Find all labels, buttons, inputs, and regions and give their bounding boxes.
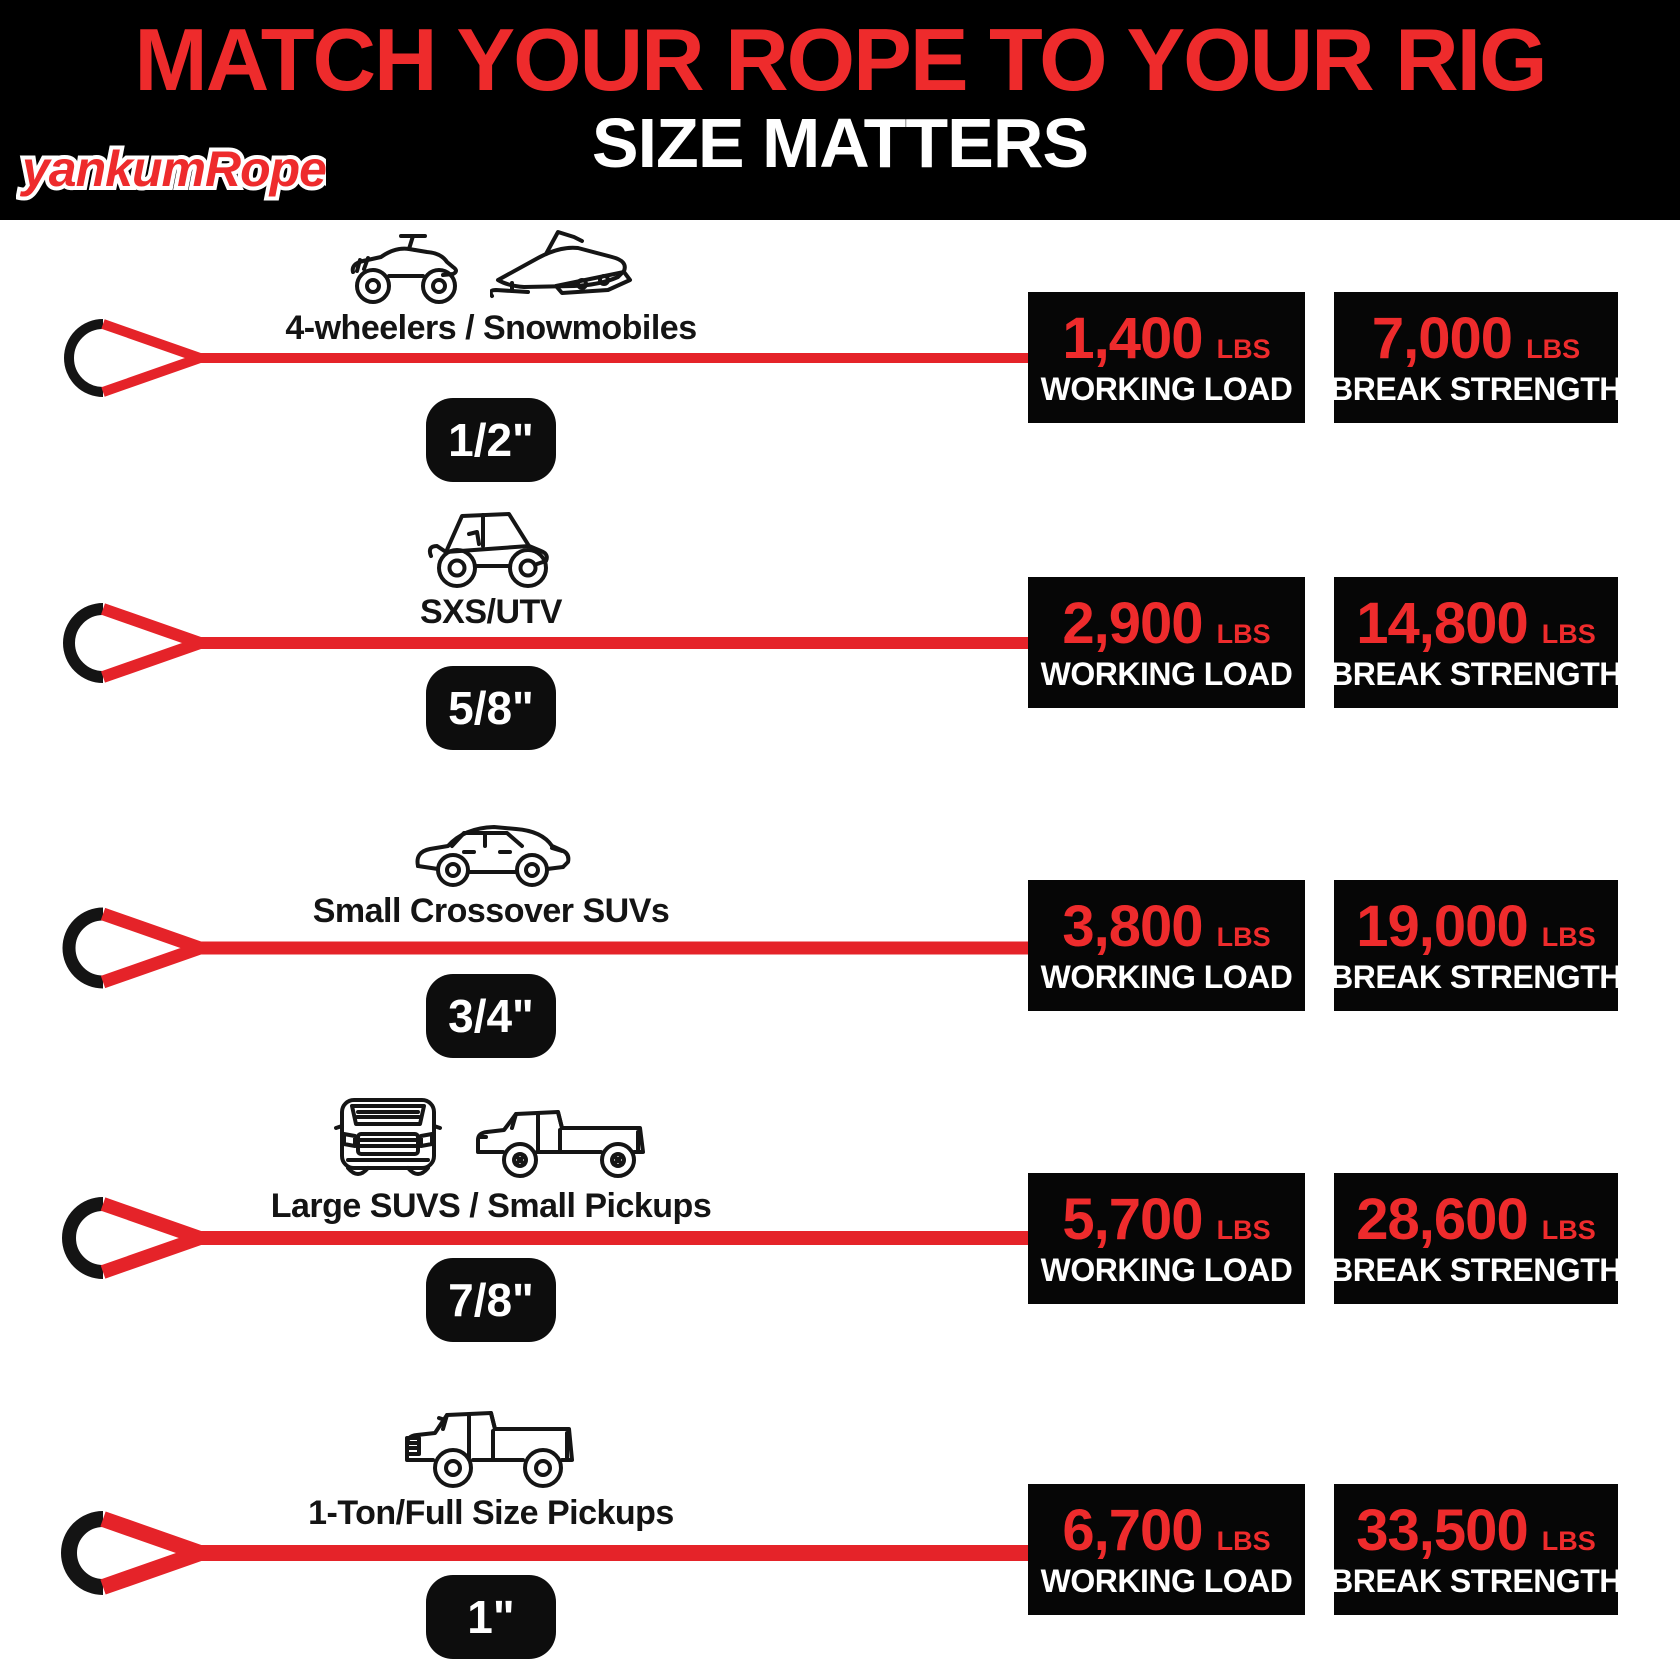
working-load-value: 1,400 (1062, 306, 1203, 371)
rope-size-text: 7/8" (448, 1274, 534, 1326)
rope-loop-black-tip (69, 914, 103, 982)
vehicle-icons (141, 806, 841, 892)
rope-loop-black-tip (69, 1519, 103, 1587)
break-strength-box (1330, 292, 1622, 423)
rope-illustration (48, 308, 1028, 408)
snowmobile-icon (490, 220, 640, 308)
rope-loop-strands (103, 609, 200, 677)
vehicle-icons (141, 496, 841, 591)
rope-loop-strands (103, 324, 200, 392)
lbs-unit: LBS (1541, 1215, 1596, 1245)
working-load-box (1028, 880, 1305, 1011)
vehicle-label: SXS/UTV (420, 593, 562, 631)
break-strength-value: 19,000 (1356, 894, 1528, 959)
rope-loop-strands (103, 1519, 200, 1587)
break-strength-caption: BREAK STRENGTH (1330, 1252, 1622, 1288)
break-strength-box (1330, 577, 1622, 708)
break-strength-box (1330, 1173, 1622, 1304)
break-strength-value: 33,500 (1356, 1498, 1528, 1563)
working-load-value: 6,700 (1062, 1498, 1203, 1563)
large-suv-icon (328, 1090, 448, 1182)
small-pickup-icon (470, 1096, 655, 1182)
brand-logo (16, 126, 326, 213)
working-load-caption: WORKING LOAD (1040, 656, 1293, 692)
break-strength-box (1330, 1484, 1622, 1615)
lbs-unit: LBS (1216, 922, 1271, 952)
working-load-caption: WORKING LOAD (1040, 1563, 1293, 1599)
lbs-unit: LBS (1216, 1215, 1271, 1245)
working-load-box (1028, 292, 1305, 423)
break-strength-value: 28,600 (1356, 1187, 1528, 1252)
lbs-unit: LBS (1541, 1526, 1596, 1556)
break-strength-caption: BREAK STRENGTH (1330, 1563, 1622, 1599)
break-strength-caption: BREAK STRENGTH (1330, 959, 1622, 995)
rope-loop-strands (103, 1204, 200, 1272)
rope-loop-black-tip (69, 324, 103, 392)
rope-size-text: 1/2" (448, 414, 534, 466)
working-load-value: 5,700 (1062, 1187, 1203, 1252)
crossover-suv-icon (406, 806, 576, 892)
working-load-caption: WORKING LOAD (1040, 959, 1293, 995)
working-load-box (1028, 1484, 1305, 1615)
break-strength-caption: BREAK STRENGTH (1330, 371, 1622, 407)
working-load-caption: WORKING LOAD (1040, 1252, 1293, 1288)
lbs-unit: LBS (1526, 334, 1581, 364)
lbs-unit: LBS (1216, 334, 1271, 364)
rope-loop-strands (103, 914, 200, 982)
lbs-unit: LBS (1216, 1526, 1271, 1556)
brand-logo-text: yankumRopes (22, 141, 326, 197)
working-load-value: 3,800 (1062, 894, 1203, 959)
rope-size-badge (426, 974, 556, 1058)
vehicle-label: Large SUVS / Small Pickups (270, 1187, 712, 1225)
rope-loop-black-tip (69, 1204, 103, 1272)
vehicle-icons (141, 1398, 841, 1490)
rope-size-badge (426, 1258, 556, 1342)
working-load-value: 2,900 (1062, 591, 1203, 656)
rope-size-badge (426, 1575, 556, 1659)
page-title: MATCH YOUR ROPE TO YOUR RIG (134, 10, 1546, 109)
break-strength-value: 7,000 (1371, 306, 1513, 371)
lbs-unit: LBS (1541, 922, 1596, 952)
rope-loop-black-tip (69, 609, 103, 677)
yankum-ropes-logo-icon (16, 126, 326, 208)
atv-icon (343, 220, 468, 308)
working-load-caption: WORKING LOAD (1040, 371, 1293, 407)
page-subtitle: SIZE MATTERS (591, 104, 1089, 182)
break-strength-box (1330, 880, 1622, 1011)
rope-size-text: 1" (467, 1591, 515, 1643)
working-load-box (1028, 1173, 1305, 1304)
vehicle-label: 1-Ton/Full Size Pickups (308, 1494, 674, 1532)
vehicle-label: Small Crossover SUVs (312, 892, 670, 930)
utv-icon (419, 496, 564, 591)
lbs-unit: LBS (1541, 619, 1596, 649)
rope-size-badge (426, 666, 556, 750)
rope-size-text: 5/8" (448, 682, 534, 734)
rope-size-text: 3/4" (448, 990, 534, 1042)
vehicle-icons (141, 1090, 841, 1182)
fullsize-pickup-icon (401, 1398, 581, 1490)
break-strength-caption: BREAK STRENGTH (1330, 656, 1622, 692)
working-load-box (1028, 577, 1305, 708)
break-strength-value: 14,800 (1356, 591, 1528, 656)
vehicle-label: 4-wheelers / Snowmobiles (285, 309, 697, 347)
header-band (0, 0, 1680, 220)
rope-size-badge (426, 398, 556, 482)
vehicle-icons (141, 220, 841, 308)
lbs-unit: LBS (1216, 619, 1271, 649)
